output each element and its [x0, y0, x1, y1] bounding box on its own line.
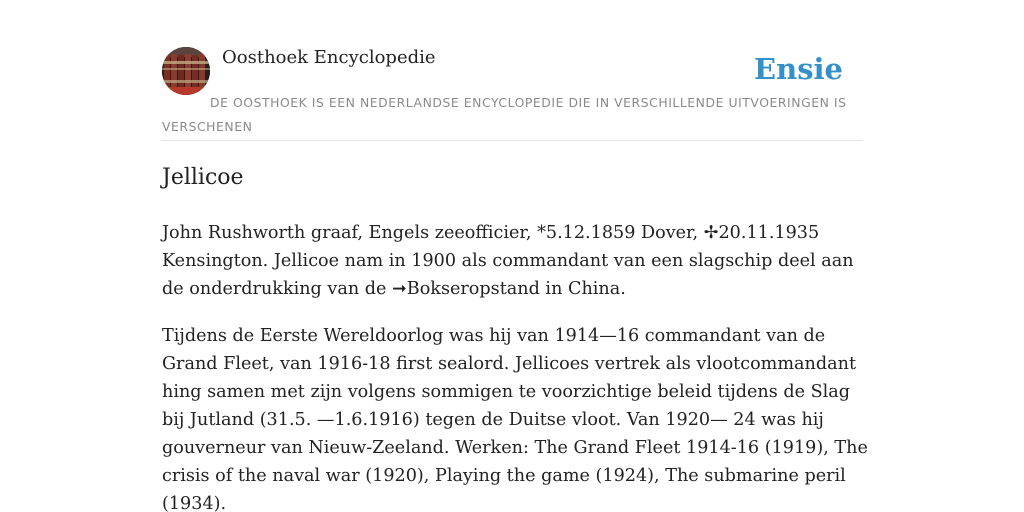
site-header	[162, 46, 862, 141]
books-icon[interactable]	[162, 47, 210, 95]
article	[162, 160, 872, 512]
site-title[interactable]: Oosthoek Encyclopedie	[222, 47, 436, 68]
brand-logo[interactable]: Ensie	[754, 52, 843, 86]
article-title: Jellicoe	[162, 165, 244, 190]
site-tagline: DE OOSTHOEK IS EEN NEDERLANDSE ENCYCLOPEDIE DIE IN VERSCHILLENDE UITVOERINGEN IS VERSCHENEN	[162, 95, 847, 134]
article-paragraph: Tijdens de Eerste Wereldoorlog was hij van 1914—16 commandant van de Grand Fleet, van 1916-18 first sealord. Jellicoes vertrek als vlootcommandant hing samen met zijn volgens sommigen te voorzichtige beleid tijdens de Slag bij Jutland (31.5. —1.6.1916) tegen de Duitse vloot. Van 1920— 24 was hij gouverneur van Nieuw-Zeeland. Werken: The Grand Fleet 1914-16 (1919), The crisis of the naval war (1920), Playing the game (1924), The submarine peril (1934).	[162, 326, 868, 512]
article-paragraph: John Rushworth graaf, Engels zeeofficier, *5.12.1859 Dover, ✢20.11.1935 Kensington. Jellicoe nam in 1900 als commandant van een slagschip deel aan de onderdrukking van de ➞Bokseropstand in China.	[162, 223, 854, 299]
